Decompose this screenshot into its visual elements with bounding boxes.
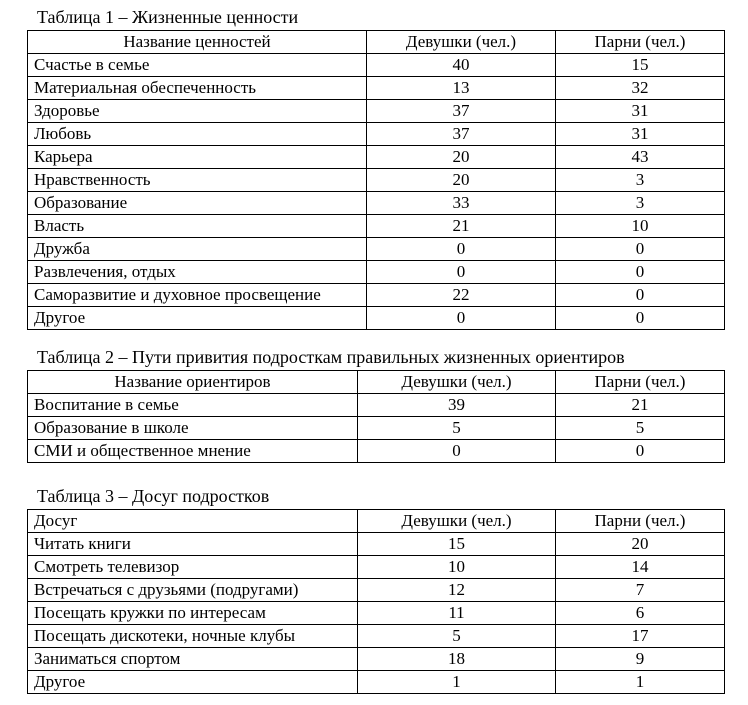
table-row	[28, 602, 725, 625]
boys-value: 7	[556, 579, 725, 602]
girls-value: 15	[358, 533, 556, 556]
column-header-girls: Девушки (чел.)	[367, 31, 556, 54]
table-row	[28, 100, 725, 123]
girls-value: 20	[367, 169, 556, 192]
table2-caption: Таблица 2 – Пути привития подросткам правильных жизненных ориентиров	[37, 347, 625, 367]
table-header-row	[28, 510, 725, 533]
girls-value: 0	[367, 238, 556, 261]
table-row	[28, 417, 725, 440]
table-row	[28, 394, 725, 417]
table-row	[28, 440, 725, 463]
table3-teen-leisure	[27, 509, 725, 694]
boys-value: 10	[556, 215, 725, 238]
girls-value: 22	[367, 284, 556, 307]
boys-value: 3	[556, 192, 725, 215]
girls-value: 11	[358, 602, 556, 625]
table1-life-values	[27, 30, 725, 330]
table-row	[28, 307, 725, 330]
table-row	[28, 123, 725, 146]
table-row	[28, 625, 725, 648]
boys-value: 1	[556, 671, 725, 694]
table-row	[28, 54, 725, 77]
girls-value: 10	[358, 556, 556, 579]
girls-value: 5	[358, 625, 556, 648]
row-label: Встречаться с друзьями (подругами)	[28, 579, 358, 602]
column-header-leisure: Досуг	[28, 510, 358, 533]
table-row	[28, 261, 725, 284]
row-label: СМИ и общественное мнение	[28, 440, 358, 463]
row-label: Посещать дискотеки, ночные клубы	[28, 625, 358, 648]
boys-value: 17	[556, 625, 725, 648]
table-row	[28, 533, 725, 556]
row-label: Развлечения, отдых	[28, 261, 367, 284]
girls-value: 37	[367, 100, 556, 123]
table-row	[28, 169, 725, 192]
boys-value: 15	[556, 54, 725, 77]
boys-value: 0	[556, 440, 725, 463]
row-label: Власть	[28, 215, 367, 238]
table-header-row	[28, 31, 725, 54]
row-label: Саморазвитие и духовное просвещение	[28, 284, 367, 307]
boys-value: 3	[556, 169, 725, 192]
boys-value: 43	[556, 146, 725, 169]
boys-value: 31	[556, 123, 725, 146]
girls-value: 37	[367, 123, 556, 146]
table-row	[28, 671, 725, 694]
row-label: Любовь	[28, 123, 367, 146]
table3-caption: Таблица 3 – Досуг подростков	[37, 486, 270, 506]
column-header-girls: Девушки (чел.)	[358, 510, 556, 533]
row-label: Дружба	[28, 238, 367, 261]
girls-value: 40	[367, 54, 556, 77]
boys-value: 9	[556, 648, 725, 671]
row-label: Заниматься спортом	[28, 648, 358, 671]
boys-value: 31	[556, 100, 725, 123]
boys-value: 5	[556, 417, 725, 440]
boys-value: 20	[556, 533, 725, 556]
row-label: Нравственность	[28, 169, 367, 192]
girls-value: 13	[367, 77, 556, 100]
column-header-boys: Парни (чел.)	[556, 371, 725, 394]
girls-value: 21	[367, 215, 556, 238]
row-label: Читать книги	[28, 533, 358, 556]
girls-value: 0	[358, 440, 556, 463]
table-row	[28, 215, 725, 238]
row-label: Посещать кружки по интересам	[28, 602, 358, 625]
row-label: Смотреть телевизор	[28, 556, 358, 579]
row-label: Образование	[28, 192, 367, 215]
girls-value: 12	[358, 579, 556, 602]
girls-value: 18	[358, 648, 556, 671]
row-label: Здоровье	[28, 100, 367, 123]
boys-value: 32	[556, 77, 725, 100]
boys-value: 0	[556, 238, 725, 261]
girls-value: 39	[358, 394, 556, 417]
girls-value: 5	[358, 417, 556, 440]
row-label: Материальная обеспеченность	[28, 77, 367, 100]
row-label: Счастье в семье	[28, 54, 367, 77]
table2-guidance-paths	[27, 370, 725, 463]
table-row	[28, 77, 725, 100]
table-row	[28, 284, 725, 307]
girls-value: 0	[367, 307, 556, 330]
row-label: Другое	[28, 671, 358, 694]
boys-value: 14	[556, 556, 725, 579]
table-header-row	[28, 371, 725, 394]
column-header-values: Название ценностей	[28, 31, 367, 54]
column-header-orientations: Название ориентиров	[28, 371, 358, 394]
column-header-girls: Девушки (чел.)	[358, 371, 556, 394]
table-row	[28, 192, 725, 215]
column-header-boys: Парни (чел.)	[556, 510, 725, 533]
table1-caption: Таблица 1 – Жизненные ценности	[37, 7, 299, 27]
table-row	[28, 146, 725, 169]
boys-value: 0	[556, 261, 725, 284]
boys-value: 21	[556, 394, 725, 417]
table-row	[28, 556, 725, 579]
boys-value: 0	[556, 284, 725, 307]
table-row	[28, 579, 725, 602]
boys-value: 6	[556, 602, 725, 625]
boys-value: 0	[556, 307, 725, 330]
girls-value: 1	[358, 671, 556, 694]
row-label: Другое	[28, 307, 367, 330]
girls-value: 20	[367, 146, 556, 169]
girls-value: 0	[367, 261, 556, 284]
row-label: Образование в школе	[28, 417, 358, 440]
row-label: Карьера	[28, 146, 367, 169]
girls-value: 33	[367, 192, 556, 215]
row-label: Воспитание в семье	[28, 394, 358, 417]
column-header-boys: Парни (чел.)	[556, 31, 725, 54]
table-row	[28, 238, 725, 261]
table-row	[28, 648, 725, 671]
